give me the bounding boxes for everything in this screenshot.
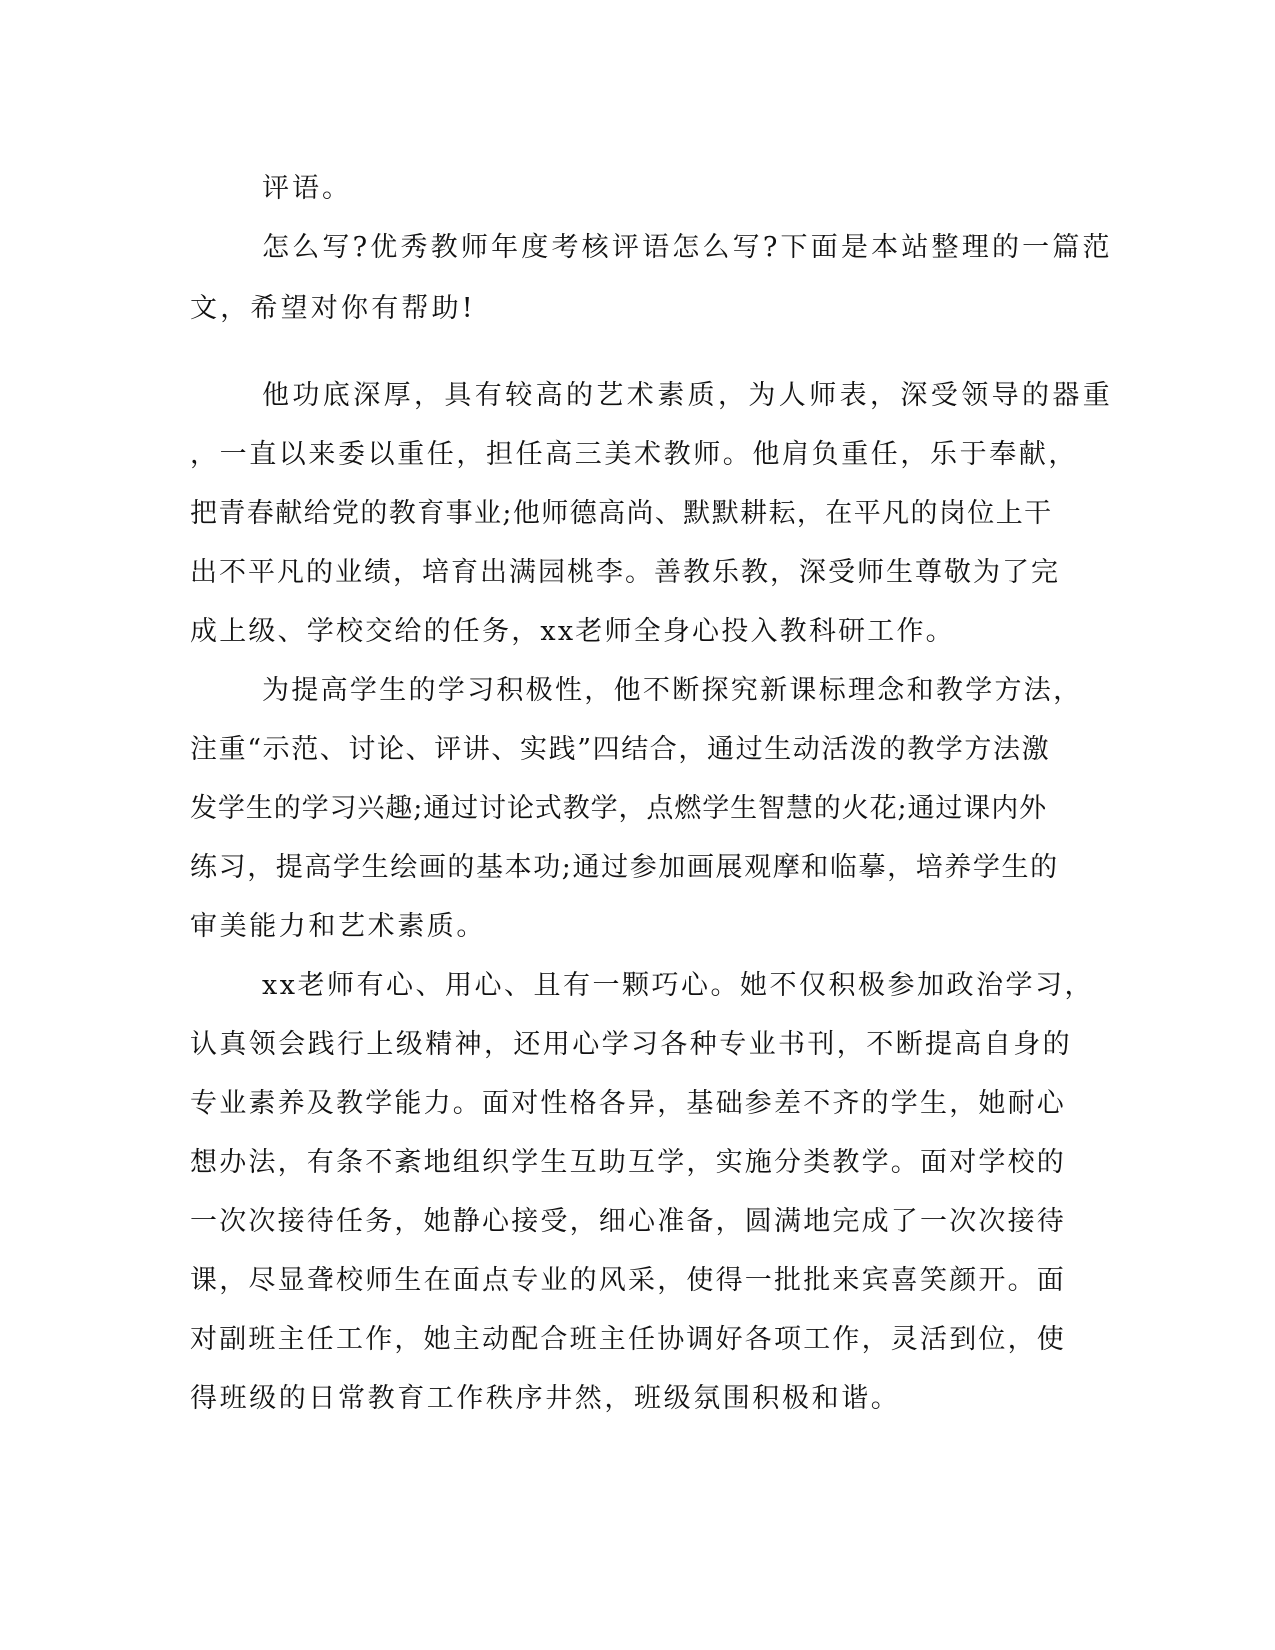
- document-body: [190, 158, 1114, 1428]
- paragraph-line: 发学生的学习兴趣;通过讨论式教学，点燃学生智慧的火花;通过课内外: [190, 793, 1047, 824]
- paragraph-line: 为提高学生的学习积极性，他不断探究新课标理念和教学方法，: [262, 675, 1083, 706]
- paragraph-line: 成上级、学校交给的任务，xx老师全身心投入教科研工作。: [190, 616, 955, 647]
- paragraph-3: [190, 366, 1114, 661]
- paragraph-line: 把青春献给党的教育事业;他师德高尚、默默耕耘，在平凡的岗位上干: [190, 498, 1053, 529]
- paragraph-line: 练习，提高学生绘画的基本功;通过参加画展观摩和临摹，培养学生的: [190, 852, 1059, 883]
- paragraph-line: 专业素养及教学能力。面对性格各异，基础参差不齐的学生，她耐心: [190, 1088, 1066, 1119]
- paragraph-line: 他功底深厚，具有较高的艺术素质，为人师表，深受领导的器重: [262, 380, 1114, 411]
- paragraph-line: 课，尽显聋校师生在面点专业的风采，使得一批批来宾喜笑颜开。面: [190, 1265, 1066, 1296]
- paragraph-line: xx老师有心、用心、且有一颗巧心。她不仅积极参加政治学习，: [262, 970, 1094, 1001]
- paragraph-line: ，一直以来委以重任，担任高三美术教师。他肩负重任，乐于奉献，: [190, 439, 1078, 470]
- paragraph-4: [190, 661, 1083, 956]
- paragraph-line: 怎么写?优秀教师年度考核评语怎么写?下面是本站整理的一篇范: [262, 232, 1113, 263]
- paragraph-line: 想办法，有条不紊地组织学生互助互学，实施分类教学。面对学校的: [190, 1147, 1066, 1178]
- paragraph-line: 对副班主任工作，她主动配合班主任协调好各项工作，灵活到位，使: [190, 1324, 1066, 1355]
- paragraph-line: 得班级的日常教育工作秩序井然，班级氛围积极和谐。: [190, 1383, 901, 1414]
- paragraph-line: 出不平凡的业绩，培育出满园桃李。善教乐教，深受师生尊敬为了完: [190, 557, 1060, 588]
- paragraph-line: 一次次接待任务，她静心接受，细心准备，圆满地完成了一次次接待: [190, 1206, 1066, 1237]
- paragraph-line: 审美能力和艺术素质。: [190, 911, 486, 942]
- paragraph-line: 评语。: [262, 173, 352, 204]
- paragraph-2: [190, 219, 1113, 338]
- paragraph-5: [190, 956, 1094, 1428]
- paragraph-1: [190, 158, 1080, 219]
- paragraph-line: 注重“示范、讨论、评讲、实践”四结合，通过生动活泼的教学方法激: [190, 734, 1051, 765]
- paragraph-line: 认真领会践行上级精神，还用心学习各种专业书刊，不断提高自身的: [190, 1029, 1072, 1060]
- paragraph-line: 文，希望对你有帮助!: [190, 293, 476, 324]
